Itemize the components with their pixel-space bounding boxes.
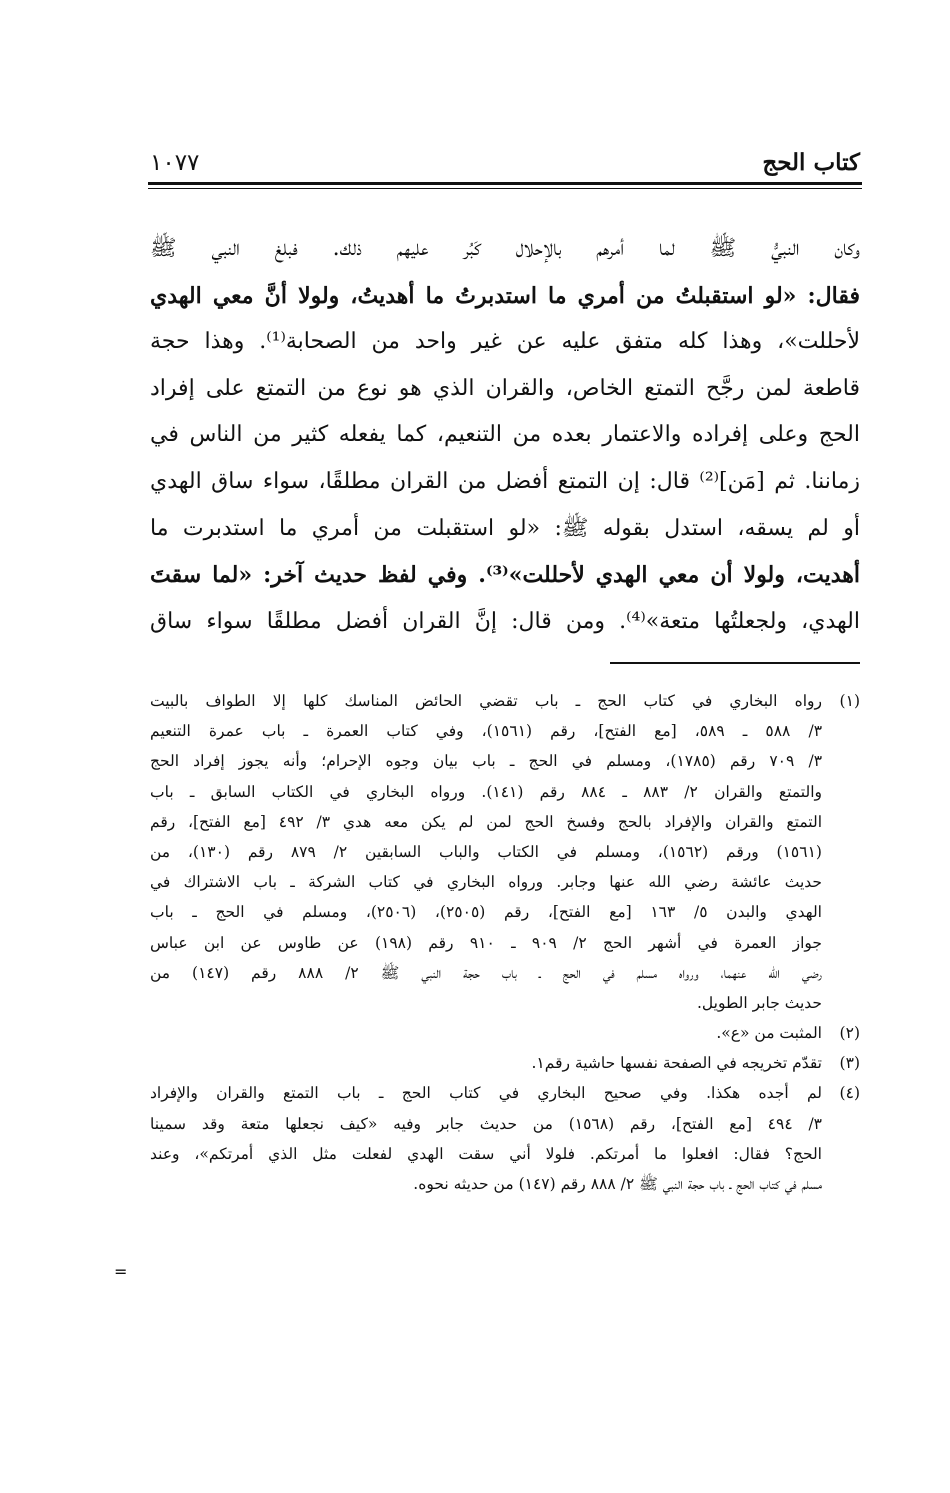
footnote-line: ٣/ ٤٩٤ [مع الفتح]، رقم (١٥٦٨) من حديث جابر وفيه «كيف نجعلها متعة وقد سمينا	[150, 1114, 822, 1133]
footnote-line: مسلم في كتاب الحج ـ باب حجة النبي ﷺ ٢/ ٨٨٨ رقم (١٤٧) من حديثه نحوه.	[413, 1175, 822, 1193]
main-text	[150, 226, 860, 645]
main-line: لأحللت»، وهذا كله متفق عليه عن غير واحد من الصحابة⁽¹⁾. وهذا حجة	[150, 329, 860, 355]
footnote-line: جواز العمرة في أشهر الحج ٢/ ٩٠٩ ـ ٩١٠ رقم (١٩٨) عن طاوس عن ابن عباس	[150, 933, 822, 952]
footnote-line: التمتع والقران والإفراد بالحج وفسخ الحج لمن لم يكن معه هدي ٣/ ٤٩٢ [مع الفتح]، رقم	[150, 812, 822, 831]
main-line: أهديت، ولولا أن معي الهدي لأحللت»⁽³⁾. وفي لفظ حديث آخر: «لما سقتَ	[150, 562, 860, 589]
main-line: الحج وعلى إفراده والاعتمار بعده من التنعيم، كما يفعله كثير من الناس في	[150, 422, 860, 448]
footnote-line: رضي الله عنهما، ورواه مسلم في الحج ـ باب حجة النبي ﷺ ٢/ ٨٨٨ رقم (١٤٧) من	[150, 963, 822, 982]
main-line: زماننا. ثم [مَن]⁽²⁾ قال: إن التمتع أفضل من القران مطلقًا، سواء ساق الهدي	[150, 468, 860, 494]
footnote-line: الهدي والبدن ٥/ ١٦٣ [مع الفتح]، رقم (٢٥٠٥)، (٢٥٠٦)، ومسلم في الحج ـ باب	[150, 903, 822, 922]
page-number: ١٠٧٧	[150, 150, 200, 176]
footnote-line: ٣/ ٧٠٩ رقم (١٧٨٥)، ومسلم في الحج ـ باب بيان وجوه الإحرام؛ وأنه يجوز إفراد الحج	[150, 752, 822, 771]
header-rule-thick	[148, 182, 862, 185]
main-line: فقال: «لو استقبلتُ من أمري ما استدبرتُ ما أهديتُ، ولولا أنَّ معي الهدي	[150, 282, 860, 309]
footnote-number: (٤)	[839, 1084, 860, 1103]
footnote-line: رواه البخاري في كتاب الحج ـ باب تقضي الحائض المناسك كلها إلا الطواف بالبيت	[150, 692, 822, 710]
running-header	[150, 148, 860, 180]
footnote-line: (١٥٦١) ورقم (١٥٦٢)، ومسلم في الكتاب والباب السابقين ٢/ ٨٧٩ رقم (١٣٠)، من	[150, 842, 822, 861]
footnote-number: (٣)	[839, 1054, 860, 1073]
footnote-line: ٣/ ٥٨٨ ـ ٥٨٩، [مع الفتح]، رقم (١٥٦١)، وفي كتاب العمرة ـ باب عمرة التنعيم	[150, 722, 822, 741]
footnote-4	[150, 1078, 860, 1199]
footnotes	[150, 686, 860, 1199]
footnote-number: (١)	[839, 692, 860, 710]
header-rule-thin	[148, 188, 862, 189]
footnote-line: لم أجده هكذا. وفي صحيح البخاري في كتاب الحج ـ باب التمتع والقران والإفراد	[150, 1084, 822, 1103]
footnote-number: (٢)	[839, 1024, 860, 1043]
main-line: الهدي، ولجعلتُها متعة»⁽⁴⁾. ومن قال: إنَّ القران أفضل مطلقًا سواء ساق	[150, 608, 860, 634]
footnote-separator	[610, 662, 860, 664]
chapter-title: كتاب الحج	[762, 149, 860, 176]
footnote-line: المثبت من «ع».	[716, 1024, 822, 1043]
main-line: وكان النبيُّ ﷺ لما أمرهم بالإحلال كَبُر عليهم ذلك. فبلغ النبي ﷺ	[150, 236, 860, 261]
footnote-line: حديث جابر الطويل.	[696, 993, 822, 1012]
continuation-mark: =	[114, 1262, 128, 1281]
footnote-line: حديث عائشة رضي الله عنها وجابر. ورواه البخاري في كتاب الشركة ـ باب الاشتراك في	[150, 873, 822, 892]
footnote-line: تقدّم تخريجه في الصفحة نفسها حاشية رقم١.	[531, 1054, 822, 1073]
main-line: قاطعة لمن رجَّح التمتع الخاص، والقران الذي هو نوع من التمتع على إفراد	[150, 375, 860, 401]
footnote-3	[150, 1048, 860, 1078]
main-line: أو لم يسقه، استدل بقوله ﷺ: «لو استقبلت من أمري ما استدبرت ما	[150, 515, 860, 541]
footnote-line: الحج؟ فقال: افعلوا ما أمرتكم. فلولا أني سقت الهدي لفعلت مثل الذي أمرتكم»، وعند	[150, 1144, 822, 1163]
footnote-line: والتمتع والقران ٢/ ٨٨٣ ـ ٨٨٤ رقم (١٤١). ورواه البخاري في الكتاب السابق ـ باب	[150, 782, 822, 801]
footnote-2	[150, 1018, 860, 1048]
footnote-1	[150, 686, 860, 1018]
